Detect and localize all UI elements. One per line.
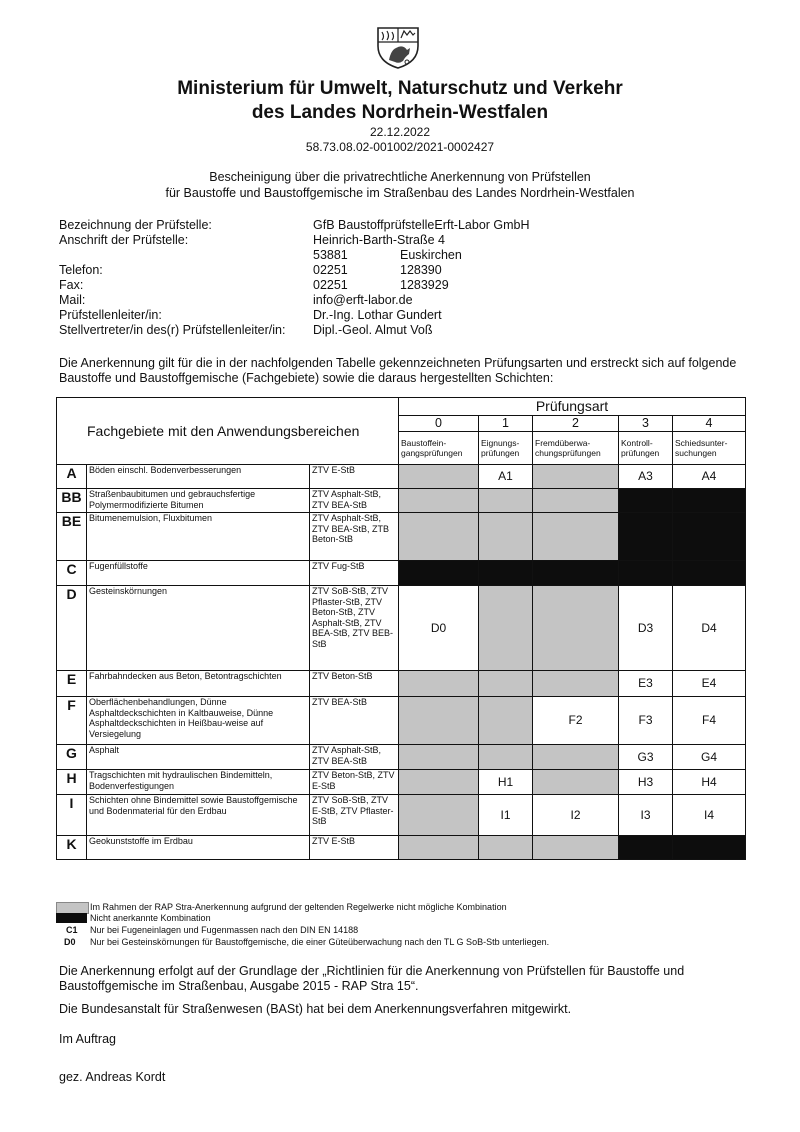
- row-regulations: ZTV E-StB: [310, 836, 399, 860]
- row-regulations: ZTV Asphalt-StB, ZTV BEA-StB: [310, 489, 399, 513]
- col-number: 0: [399, 416, 479, 432]
- test-cell: [533, 836, 619, 860]
- test-cell: [479, 489, 533, 513]
- test-cell: [479, 513, 533, 561]
- test-cell: [399, 465, 479, 489]
- street-value: Heinrich-Barth-Straße 4: [313, 233, 445, 247]
- col-name: Baustoffein-gangsprüfungen: [399, 432, 479, 465]
- intro-paragraph: Die Anerkennung gilt für die in der nachfolgenden Tabelle gekennzeichneten Prüfungsarten und erstreckt sich auf folgende Baustoffe und Baustoffgemische (Fachgebiete) sowie die daraus hergestellten Schichten:: [59, 356, 737, 385]
- test-cell: [399, 745, 479, 770]
- fax-prefix: 02251: [313, 278, 348, 292]
- col-number: 4: [673, 416, 746, 432]
- test-cell: G4: [673, 745, 746, 770]
- name-label: Bezeichnung der Prüfstelle:: [59, 218, 212, 232]
- test-cell: [399, 561, 479, 586]
- test-cell: [533, 561, 619, 586]
- test-cell: F4: [673, 697, 746, 745]
- test-cell: D3: [619, 586, 673, 671]
- test-cell: H3: [619, 770, 673, 795]
- name-value: GfB BaustoffprüfstelleErft-Labor GmbH: [313, 218, 530, 232]
- row-regulations: ZTV Asphalt-StB, ZTV BEA-StB, ZTB Beton-StB: [310, 513, 399, 561]
- test-cell: [399, 671, 479, 697]
- col-number: 3: [619, 416, 673, 432]
- table-row: [57, 795, 746, 836]
- test-cell: [673, 513, 746, 561]
- table-row: [57, 770, 746, 795]
- row-regulations: ZTV E-StB: [310, 465, 399, 489]
- row-regulations: ZTV SoB-StB, ZTV Pflaster-StB, ZTV Beton-StB, ZTV Asphalt-StB, ZTV BEA-StB, ZTV BEB-StB: [310, 586, 399, 671]
- ministry-title-line1: Ministerium für Umwelt, Naturschutz und Verkehr: [177, 78, 623, 99]
- fax-number: 1283929: [400, 278, 449, 292]
- test-cell: [619, 561, 673, 586]
- test-cell: [533, 745, 619, 770]
- test-cell: [399, 836, 479, 860]
- test-cell: [673, 836, 746, 860]
- ministry-title-line2: des Landes Nordrhein-Westfalen: [251, 102, 549, 123]
- row-area: Böden einschl. Bodenverbesserungen: [87, 465, 310, 489]
- test-cell: [479, 671, 533, 697]
- test-cell: [533, 489, 619, 513]
- row-regulations: ZTV Fug-StB: [310, 561, 399, 586]
- legend-black-swatch: [56, 913, 87, 923]
- row-key: BB: [57, 489, 87, 513]
- test-cell: I3: [619, 795, 673, 836]
- test-cell: [479, 697, 533, 745]
- subject-line1: Bescheinigung über die privatrechtliche Anerkennung von Prüfstellen: [209, 170, 591, 184]
- test-cell: A1: [479, 465, 533, 489]
- row-key: K: [57, 836, 87, 860]
- test-cell: G3: [619, 745, 673, 770]
- table-row: [57, 489, 746, 513]
- row-key: A: [57, 465, 87, 489]
- col-name: Schiedsunter-suchungen: [673, 432, 746, 465]
- deputy-label: Stellvertreter/in des(r) Prüfstellenleiter/in:: [59, 323, 286, 337]
- row-regulations: ZTV BEA-StB: [310, 697, 399, 745]
- row-area: Fahrbahndecken aus Beton, Betontragschichten: [87, 671, 310, 697]
- test-cell: [533, 465, 619, 489]
- test-cell: H1: [479, 770, 533, 795]
- col-name: Kontroll-prüfungen: [619, 432, 673, 465]
- head-label: Prüfstellenleiter/in:: [59, 308, 162, 322]
- test-cell: [479, 561, 533, 586]
- row-key: E: [57, 671, 87, 697]
- test-cell: A3: [619, 465, 673, 489]
- row-area: Geokunststoffe im Erdbau: [87, 836, 310, 860]
- table-row: [57, 586, 746, 671]
- address-label: Anschrift der Prüfstelle:: [59, 233, 189, 247]
- legend-d0-text: Nur bei Gesteinskörnungen für Baustoffgemische, die einer Güteüberwachung nach den TL G SoB-Stb unterliegen.: [90, 937, 550, 947]
- row-key: C: [57, 561, 87, 586]
- legend-grey-text: Im Rahmen der RAP Stra-Anerkennung aufgrund der geltenden Regelwerke nicht mögliche Kombination: [90, 902, 507, 912]
- test-cell: [619, 489, 673, 513]
- reference-number: 58.73.08.02-001002/2021-0002427: [305, 140, 495, 154]
- legend-c1-text: Nur bei Fugeneinlagen und Fugenmassen nach den DIN EN 14188: [90, 925, 359, 935]
- table-row: [57, 513, 746, 561]
- test-cell: [399, 770, 479, 795]
- test-cell: [533, 671, 619, 697]
- phone-label: Telefon:: [59, 263, 103, 277]
- test-cell: [479, 586, 533, 671]
- zip-value: 53881: [313, 248, 348, 262]
- test-cell: E3: [619, 671, 673, 697]
- test-cell: [399, 697, 479, 745]
- table-row: [57, 836, 746, 860]
- test-cell: [533, 770, 619, 795]
- row-regulations: ZTV Beton-StB, ZTV E-StB: [310, 770, 399, 795]
- row-regulations: ZTV SoB-StB, ZTV E-StB, ZTV Pflaster-StB: [310, 795, 399, 836]
- table-header-title: [57, 398, 399, 465]
- row-key: D: [57, 586, 87, 671]
- nrw-coat-of-arms-icon: [373, 24, 423, 70]
- row-key: G: [57, 745, 87, 770]
- phone-prefix: 02251: [313, 263, 348, 277]
- im-auftrag: Im Auftrag: [59, 1032, 116, 1046]
- row-area: Straßenbaubitumen und gebrauchsfertige Polymermodifizierte Bitumen: [87, 489, 310, 513]
- table-header-title-text: Fachgebiete mit den Anwendungsbereichen: [87, 422, 360, 439]
- test-cell: [399, 489, 479, 513]
- table-row: [57, 697, 746, 745]
- mail-label: Mail:: [59, 293, 86, 307]
- row-area: Schichten ohne Bindemittel sowie Baustoffgemische und Bodenmaterial für den Erdbau: [87, 795, 310, 836]
- row-area: Bitumenemulsion, Fluxbitumen: [87, 513, 310, 561]
- document-date: 22.12.2022: [369, 125, 431, 139]
- pruefungsart-header: Prüfungsart: [399, 398, 746, 416]
- test-cell: D4: [673, 586, 746, 671]
- head-value: Dr.-Ing. Lothar Gundert: [313, 308, 442, 322]
- row-regulations: ZTV Beton-StB: [310, 671, 399, 697]
- test-cell: [533, 513, 619, 561]
- deputy-value: Dipl.-Geol. Almut Voß: [313, 323, 433, 337]
- col-name: Fremdüberwa-chungsprüfungen: [533, 432, 619, 465]
- city-value: Euskirchen: [400, 248, 462, 262]
- test-cell: [533, 586, 619, 671]
- test-cell: H4: [673, 770, 746, 795]
- row-key: H: [57, 770, 87, 795]
- test-cell: I1: [479, 795, 533, 836]
- test-cell: [673, 489, 746, 513]
- signature: gez. Andreas Kordt: [59, 1070, 166, 1084]
- basis-paragraph: Die Anerkennung erfolgt auf der Grundlage der „Richtlinien für die Anerkennung von Prüfstellen für Baustoffe und Baustoffgemische im Straßenbau, Ausgabe 2015 - RAP Stra 15“.: [59, 964, 685, 993]
- subject-line2: für Baustoffe und Baustoffgemische im Straßenbau des Landes Nordrhein-Westfalen: [165, 186, 635, 200]
- test-cell: F2: [533, 697, 619, 745]
- row-key: BE: [57, 513, 87, 561]
- phone-number: 128390: [400, 263, 442, 277]
- test-cell: D0: [399, 586, 479, 671]
- row-area: Oberflächenbehandlungen, Dünne Asphaltdeckschichten in Kaltbauweise, Dünne Asphaltdeckschichten in Heißbau-weise auf Versiegelung: [87, 697, 310, 745]
- test-cell: [399, 513, 479, 561]
- col-number: 2: [533, 416, 619, 432]
- test-cell: [479, 836, 533, 860]
- table-row: [57, 671, 746, 697]
- table-row: [57, 465, 746, 489]
- legend-c1-key: C1: [66, 925, 78, 935]
- test-cell: [479, 745, 533, 770]
- row-key: I: [57, 795, 87, 836]
- test-cell: I2: [533, 795, 619, 836]
- test-cell: [673, 561, 746, 586]
- bast-paragraph: Die Bundesanstalt für Straßenwesen (BASt) hat bei dem Anerkennungsverfahren mitgewirkt.: [59, 1002, 572, 1016]
- test-cell: [619, 513, 673, 561]
- row-area: Gesteinskörnungen: [87, 586, 310, 671]
- row-key: F: [57, 697, 87, 745]
- col-name: Eignungs-prüfungen: [479, 432, 533, 465]
- test-cell: [619, 836, 673, 860]
- test-cell: [399, 795, 479, 836]
- legend-d0-key: D0: [64, 937, 76, 947]
- row-area: Asphalt: [87, 745, 310, 770]
- recognition-table: [56, 397, 746, 860]
- mail-value: info@erft-labor.de: [313, 293, 413, 307]
- test-cell: E4: [673, 671, 746, 697]
- table-row: [57, 745, 746, 770]
- test-cell: F3: [619, 697, 673, 745]
- row-regulations: ZTV Asphalt-StB, ZTV BEA-StB: [310, 745, 399, 770]
- test-cell: I4: [673, 795, 746, 836]
- test-cell: A4: [673, 465, 746, 489]
- legend-black-text: Nicht anerkannte Kombination: [90, 913, 211, 923]
- row-area: Fugenfüllstoffe: [87, 561, 310, 586]
- fax-label: Fax:: [59, 278, 84, 292]
- col-number: 1: [479, 416, 533, 432]
- row-area: Tragschichten mit hydraulischen Bindemitteln, Bodenverfestigungen: [87, 770, 310, 795]
- table-row: [57, 561, 746, 586]
